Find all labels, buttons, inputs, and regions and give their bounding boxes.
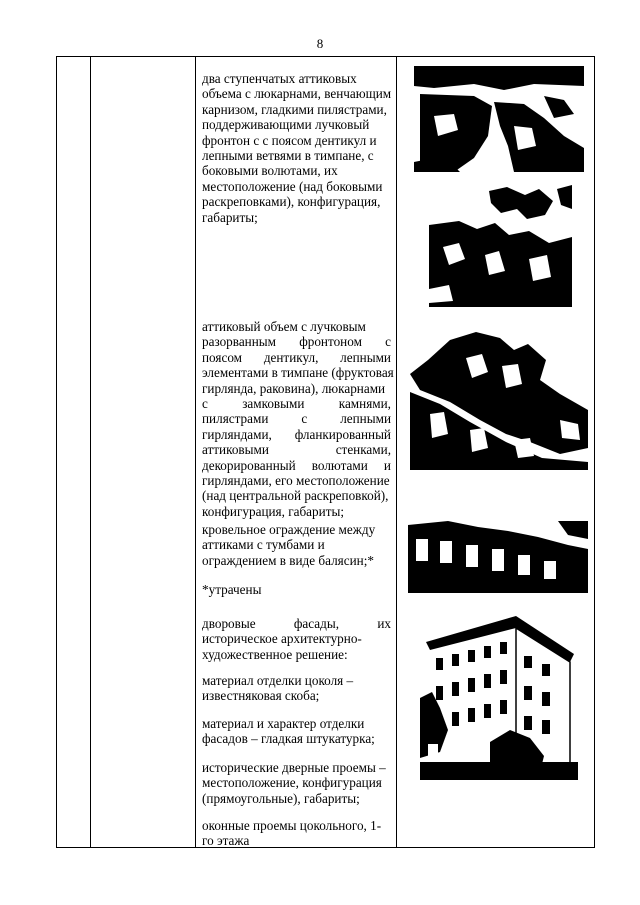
text-block-door-openings: исторические дверные проемы – местоположение, конфигурация (прямоугольные), габариты; xyxy=(202,760,386,806)
text-block-plinth-material: материал отделки цоколя – известняковая скоба; xyxy=(202,673,354,704)
photo-courtyard-facade-image xyxy=(420,612,578,780)
text-block-facade-finish: материал и характер отделки фасадов – гладкая штукатурка; xyxy=(202,716,375,747)
photo-courtyard-facade xyxy=(420,612,578,780)
photo-attic-left xyxy=(414,66,584,172)
column-divider-2 xyxy=(195,57,196,847)
photo-roof-railing-image xyxy=(408,521,588,593)
text-block-roof-railing: кровельное ограждение между аттиками с тумбами и ограждением в виде балясин;* xyxy=(202,522,376,568)
photo-central-attic-image xyxy=(410,330,588,470)
photo-attic-left-image xyxy=(414,66,584,172)
page-number: 8 xyxy=(316,36,324,51)
text-block-courtyard-facades: дворовые фасады, их историческое архитектурно- художественное решение: xyxy=(202,616,391,662)
text-block-basement-windows: оконные проемы цокольного, 1- го этажа xyxy=(202,818,382,849)
column-divider-3 xyxy=(396,57,397,847)
photo-attic-right-image xyxy=(429,185,572,307)
text-block-central-attic: аттиковый объем с лучковым разорванным фронтоном с поясом дентикул, лепными элементами в тимпане (фруктовая гирлянда, раковина), люкарнами с замковыми камнями, пилястрами с лепными гирляндами, фланкированный аттиковыми стенками, декорированный волютами и гирляндами, его местоположение (над центральной раскреповкой), конфигурация, габариты; xyxy=(202,319,394,519)
photo-attic-right xyxy=(429,185,572,307)
text-block-lost-note: *утрачены xyxy=(202,582,262,597)
photo-central-attic xyxy=(410,330,588,470)
text-block-attic-volumes: два ступенчатых аттиковых объема с люкарнами, венчающим карнизом, гладкими пилястрами, поддерживающими лучковый фронтон с с поясом дентикул и лепными ветвями в тимпане, с боковыми волютами, их местоположение (над боковыми раскреповками), конфигурация, габариты; xyxy=(202,71,392,225)
photo-roof-railing xyxy=(408,521,588,593)
column-divider-1 xyxy=(90,57,91,847)
